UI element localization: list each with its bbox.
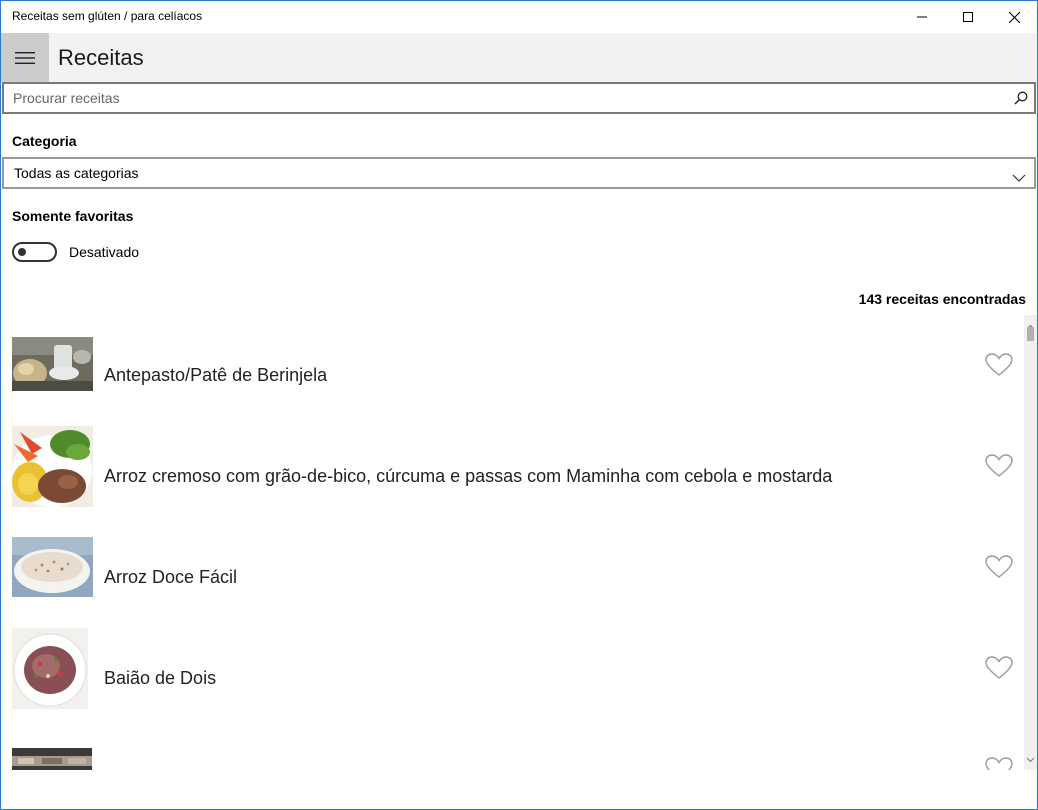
heart-icon[interactable] bbox=[985, 353, 1013, 382]
close-icon bbox=[1009, 12, 1020, 23]
category-select[interactable] bbox=[2, 157, 1036, 189]
favorites-toggle[interactable] bbox=[12, 242, 57, 262]
favorites-label: Somente favoritas bbox=[12, 208, 134, 224]
category-label: Categoria bbox=[12, 133, 77, 149]
app-header bbox=[1, 33, 1037, 82]
category-selected-value: Todas as categorias bbox=[14, 165, 139, 181]
search-input[interactable] bbox=[13, 88, 1003, 108]
list-item[interactable] bbox=[1, 315, 1023, 416]
recipe-thumbnail bbox=[12, 337, 93, 391]
maximize-button[interactable] bbox=[945, 1, 991, 33]
minimize-icon bbox=[917, 12, 927, 22]
heart-icon[interactable] bbox=[985, 555, 1013, 584]
window-title: Receitas sem glúten / para celíacos bbox=[12, 9, 203, 23]
heart-icon[interactable] bbox=[985, 454, 1013, 483]
close-button[interactable] bbox=[991, 1, 1037, 33]
maximize-icon bbox=[963, 12, 973, 22]
recipe-title: Arroz Doce Fácil bbox=[104, 567, 238, 587]
list-scrollbar[interactable] bbox=[1024, 315, 1037, 770]
recipe-thumbnail bbox=[12, 628, 88, 709]
scroll-down-icon[interactable] bbox=[1026, 750, 1035, 768]
minimize-button[interactable] bbox=[899, 1, 945, 33]
page-title: Receitas bbox=[58, 45, 144, 70]
title-bar[interactable] bbox=[1, 1, 1037, 33]
hamburger-icon bbox=[15, 51, 35, 65]
favorites-toggle-state: Desativado bbox=[69, 244, 140, 260]
menu-button[interactable] bbox=[1, 33, 49, 82]
search-icon[interactable] bbox=[1014, 91, 1028, 110]
recipe-thumbnail bbox=[12, 537, 93, 597]
toggle-knob bbox=[18, 248, 26, 256]
recipe-title: Arroz cremoso com grão-de-bico, cúrcuma e passas com Maminha com cebola e mostarda bbox=[104, 466, 833, 486]
list-item[interactable] bbox=[1, 719, 1023, 770]
recipe-title: Antepasto/Patê de Berinjela bbox=[104, 365, 328, 385]
recipe-list bbox=[1, 315, 1023, 770]
recipe-title: Baião de Dois bbox=[104, 668, 217, 688]
heart-icon[interactable] bbox=[985, 656, 1013, 685]
list-item[interactable] bbox=[1, 618, 1023, 719]
list-item[interactable] bbox=[1, 416, 1023, 517]
scrollbar-thumb[interactable] bbox=[1027, 327, 1034, 341]
chevron-down-icon bbox=[1012, 169, 1026, 187]
recipe-thumbnail bbox=[12, 426, 93, 507]
results-count: 143 receitas encontradas bbox=[858, 291, 1026, 307]
recipe-thumbnail bbox=[12, 748, 92, 770]
list-item[interactable] bbox=[1, 517, 1023, 618]
heart-icon[interactable] bbox=[985, 757, 1013, 770]
search-box[interactable] bbox=[2, 82, 1036, 114]
